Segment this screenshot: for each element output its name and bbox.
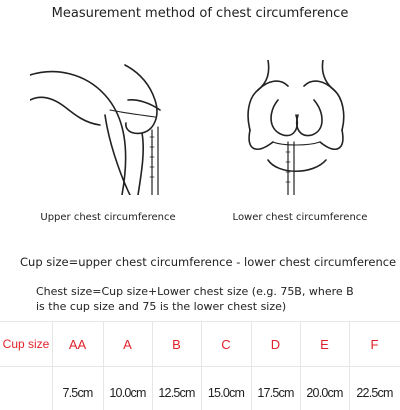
table-top-rule: [0, 321, 400, 322]
size-header-e: E: [320, 337, 329, 352]
size-header-c: C: [221, 337, 231, 352]
size-header-aa: AA: [68, 337, 87, 352]
upper-chest-illustration: [30, 55, 195, 195]
upper-chest-caption: Upper chest circumference: [40, 212, 176, 223]
row-label-cup-size: Cup size: [2, 337, 50, 351]
table-mid-rule: [0, 366, 400, 367]
value-e: 20.0cm: [306, 386, 343, 400]
page-title: Measurement method of chest circumference: [51, 6, 349, 21]
value-b: 12.5cm: [158, 386, 195, 400]
value-a: 10.0cm: [109, 386, 146, 400]
cup-size-formula: Cup size=upper chest circumference - lower chest circumference: [20, 255, 397, 269]
value-d: 17.5cm: [257, 386, 294, 400]
lower-chest-illustration: [228, 60, 368, 195]
size-header-f: F: [370, 337, 379, 352]
cup-size-table: [0, 321, 400, 410]
size-header-a: A: [123, 337, 132, 352]
value-f: 22.5cm: [356, 386, 393, 400]
value-aa: 7.5cm: [62, 386, 93, 400]
value-c: 15.0cm: [207, 386, 245, 400]
chest-size-note-line-1: Chest size=Cup size+Lower chest size (e.g. 75B, where B: [36, 285, 354, 298]
lower-chest-caption: Lower chest circumference: [232, 212, 368, 223]
size-header-d: D: [270, 337, 281, 352]
size-header-b: B: [172, 337, 181, 352]
chest-size-note-line-2: is the cup size and 75 is the lower chest size): [36, 300, 287, 313]
